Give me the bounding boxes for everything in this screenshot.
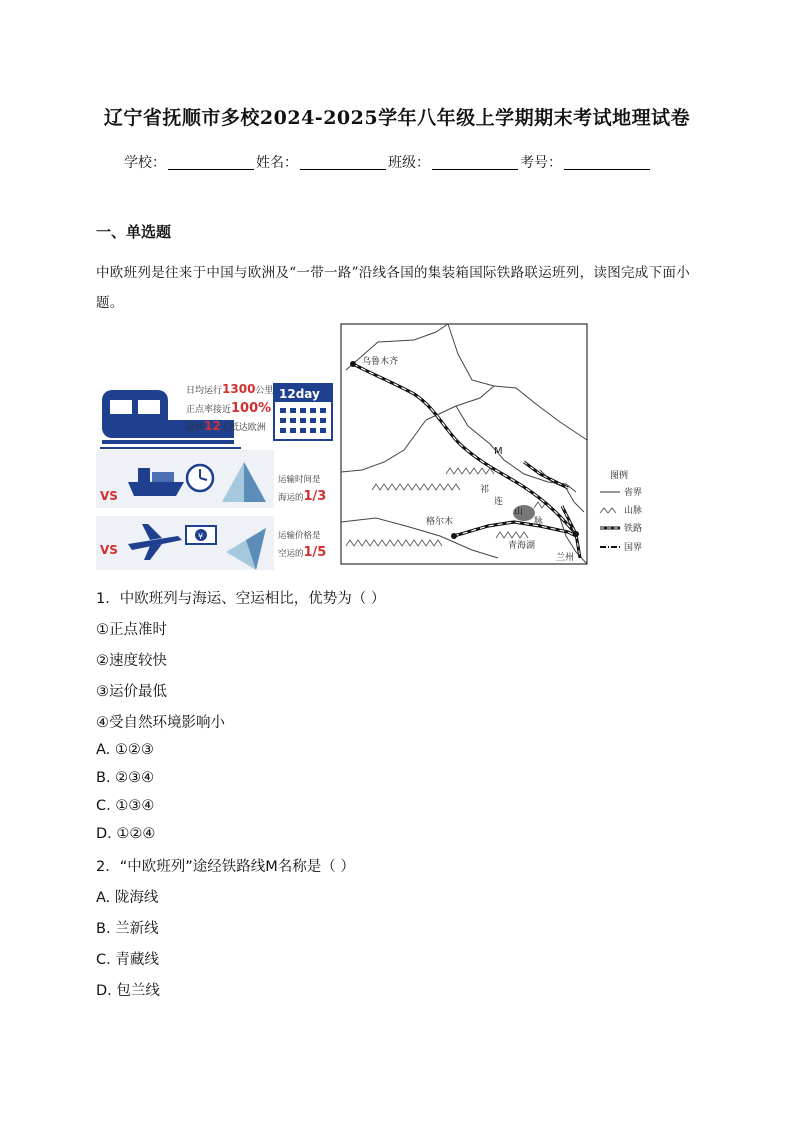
golmud-dot [451,533,457,539]
legend-title: 图例 [610,471,629,481]
vs-air-label: VS [100,543,118,557]
svg-text:正点率接近100% [186,401,271,416]
q1-option-d[interactable]: D. ①②④ [96,826,156,842]
stat-run-label: 日均运行 [186,386,223,396]
air-text2: 空运的 [278,549,304,559]
q1-item: ④受自然环境影响小 [96,715,225,731]
calendar-label: 12day [279,387,320,401]
lanzhou-dot [573,531,579,537]
map-legend [600,469,642,553]
money-icon [186,526,216,544]
class-blank[interactable] [432,155,518,170]
q1-option-b[interactable]: B. ②③④ [96,770,155,786]
stat-ontime-label: 正点率接近 [186,405,232,415]
stat-run-value: 1300 [222,382,256,396]
q2-stem: 2．“中欧班列”途经铁路线M名称是（ ） [96,859,355,875]
school-label: 学校： [124,155,166,171]
legend-mountain: 山脉 [624,506,643,516]
q1-item: ②速度较快 [96,653,167,669]
figure-svg [96,322,656,570]
q1-stem: 1．中欧班列与海运、空运相比，优势为（ ） [96,591,386,607]
q2-option-a[interactable]: A. 陇海线 [96,890,159,906]
number-blank[interactable] [564,155,650,170]
name-blank[interactable] [300,155,386,170]
stat-fastest-unit: 天抵达欧洲 [220,423,266,433]
map-label-lanzhou: 兰州 [556,553,575,563]
sea-text2: 海运的 [278,493,304,503]
name-label: 姓名： [256,155,298,171]
section-heading: 一、单选题 [96,223,172,241]
svg-text:海运的1/3 [278,489,326,504]
svg-text:日均运行1300公里 [186,382,273,396]
sea-fraction: 1/3 [303,489,327,504]
stat-ontime-value: 100% [231,401,272,416]
question-figure [96,322,656,570]
air-fraction: 1/5 [303,545,327,560]
stat-fastest-value: 12 [204,419,221,433]
air-text1: 运输价格是 [278,531,321,541]
stat-fastest-label: 最快 [186,423,205,433]
railway-map [341,324,587,564]
legend-border: 国界 [624,543,643,553]
legend-railway: 铁路 [624,524,643,534]
svg-text:空运的1/5 [278,545,326,560]
student-info-row [124,152,652,172]
calendar-icon [274,384,332,440]
legend-province: 省界 [624,488,643,498]
number-label: 考号： [520,155,562,171]
q1-option-c[interactable]: C. ①③④ [96,798,155,814]
q2-option-c[interactable]: C. 青藏线 [96,952,159,968]
map-label-shan: 山 [514,507,524,517]
map-label-m: M [494,446,503,457]
class-label: 班级： [388,155,430,171]
school-blank[interactable] [168,155,254,170]
page-title: 辽宁省抚顺市多校2024-2025学年八年级上学期期末考试地理试卷 [103,107,691,129]
map-label-mai: 脉 [534,517,544,527]
q1-item: ③运价最低 [96,684,167,700]
map-label-golmud: 格尔木 [426,517,454,527]
clock-icon [187,465,213,491]
q1-item: ①正点准时 [96,622,167,638]
map-label-qi: 祁 [480,485,490,495]
stat-run-unit: 公里 [255,386,274,396]
map-label-qinghai-lake: 青海湖 [508,541,536,551]
question-intro: 中欧班列是往来于中国与欧洲及“一带一路”沿线各国的集装箱国际铁路联运班列，读图完成下面小题。 [96,265,691,311]
map-label-lian: 连 [494,497,504,507]
q2-option-b[interactable]: B. 兰新线 [96,921,159,937]
urumqi-dot [350,361,356,367]
q2-option-d[interactable]: D. 包兰线 [96,983,160,999]
vs-sea-label: VS [100,489,118,503]
q1-option-a[interactable]: A. ①②③ [96,742,154,758]
map-label-urumqi: 乌鲁木齐 [362,357,399,367]
svg-text:¥: ¥ [198,532,204,541]
sea-text1: 运输时间是 [278,475,321,485]
